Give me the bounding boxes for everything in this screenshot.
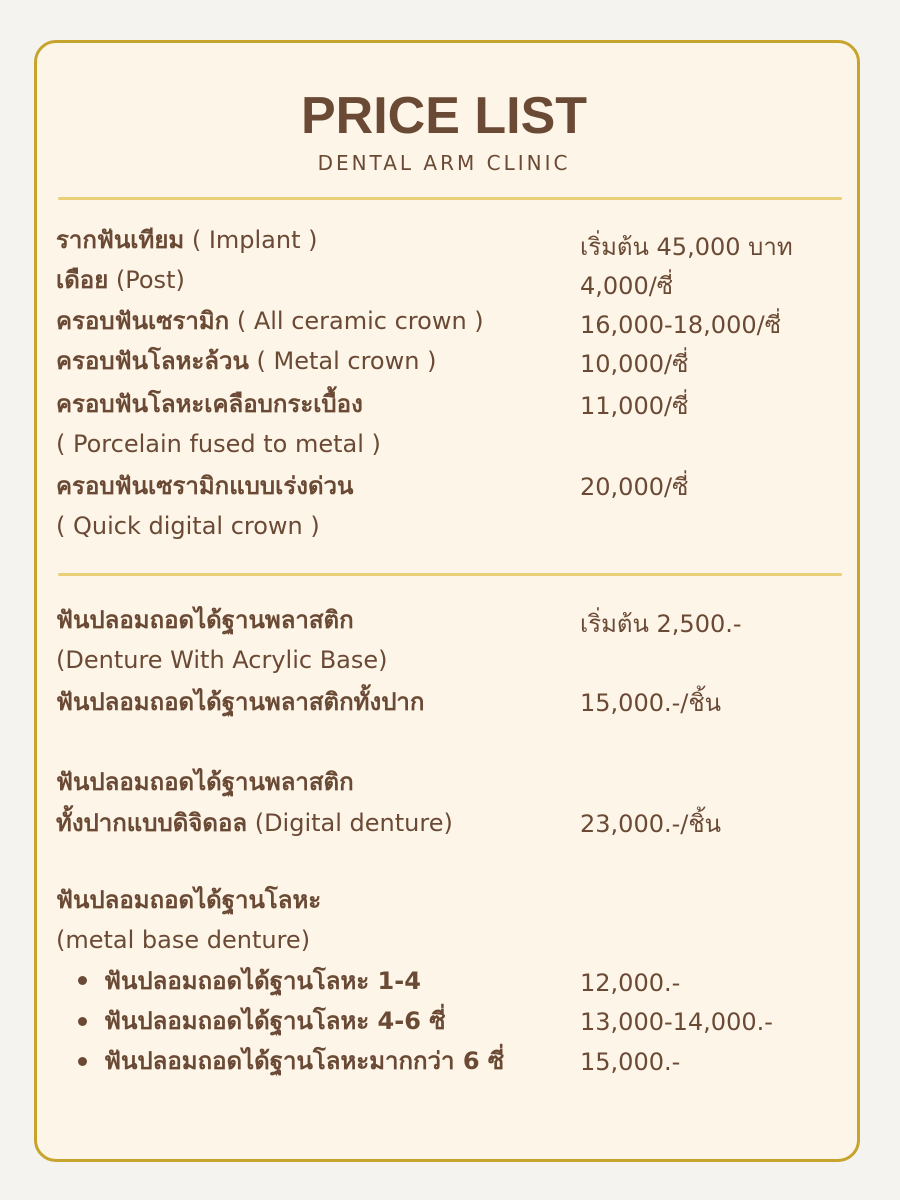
price-metal-crown: 10,000/ซี่ [580,350,689,378]
item-metal-crown [56,345,436,377]
price-metal-1-4: 12,000.- [580,969,681,997]
item-digital-denture-line2 [56,807,453,839]
item-metal-denture [56,884,321,916]
item-metal-denture-en: (metal base denture) [56,926,311,954]
item-digital-denture [56,766,354,798]
item-label-th: ฟันปลอมถอดได้ฐานโลหะ [56,886,322,914]
price-digital-denture: 23,000.-/ชิ้น [580,810,722,838]
item-label-en: ( Metal crown ) [248,347,437,375]
price-metal-over-6: 15,000.- [580,1048,681,1076]
item-label-th: ฟันปลอมถอดได้ฐานพลาสติก [56,606,354,634]
bullet-icon [78,1057,87,1066]
metal-item-4-6: ฟันปลอมถอดได้ฐานโลหะ 4-6 ซี่ [104,1007,446,1035]
price-ceramic-crown: 16,000-18,000/ซี่ [580,311,781,339]
item-label-th: เดือย [56,266,109,294]
bullet-icon [78,976,87,985]
item-pfm-crown-en: ( Porcelain fused to metal ) [56,430,381,458]
item-ceramic-crown [56,305,484,337]
item-pfm-crown [56,388,363,420]
item-label-th: ครอบฟันเซรามิก [56,307,230,335]
price-quick-crown: 20,000/ซี่ [580,473,689,501]
item-post [56,264,185,296]
price-post: 4,000/ซี่ [580,272,674,300]
metal-item-over-6: ฟันปลอมถอดได้ฐานโลหะมากกว่า 6 ซี่ [104,1047,505,1075]
item-label-th: ฟันปลอมถอดได้ฐานพลาสติก [56,768,354,796]
item-implant [56,224,318,256]
bullet-icon [78,1017,87,1026]
metal-item-1-4: ฟันปลอมถอดได้ฐานโลหะ 1-4 [104,967,421,995]
item-label-en: (Post) [108,266,185,294]
price-implant: เริ่มต้น 45,000 บาท [580,233,793,261]
item-label-en: ( All ceramic crown ) [229,307,484,335]
item-label-en: (Digital denture) [247,809,453,837]
item-acrylic-full [56,686,424,718]
price-acrylic-full: 15,000.-/ชิ้น [580,689,722,717]
item-acrylic-denture-en: (Denture With Acrylic Base) [56,646,388,674]
item-label-th: ทั้งปากแบบดิจิดอล [56,809,248,837]
price-pfm-crown: 11,000/ซี่ [580,392,689,420]
page-title: PRICE LIST [300,87,588,145]
item-acrylic-denture [56,604,354,636]
price-metal-4-6: 13,000-14,000.- [580,1008,773,1036]
clinic-name: DENTAL ARM CLINIC [317,151,571,175]
item-label-th: ครอบฟันเซรามิกแบบเร่งด่วน [56,472,354,500]
price-acrylic-denture: เริ่มต้น 2,500.- [580,610,742,638]
item-label-th: ครอบฟันโลหะล้วน [56,347,249,375]
divider-top [58,197,842,200]
item-label-th: รากฟันเทียม [56,226,185,254]
item-label-th: ครอบฟันโลหะเคลือบกระเบื้อง [56,390,363,418]
divider-middle [58,573,842,576]
item-label-th: ฟันปลอมถอดได้ฐานพลาสติกทั้งปาก [56,688,425,716]
item-label-en: ( Implant ) [184,226,318,254]
item-quick-crown [56,470,353,502]
item-quick-crown-en: ( Quick digital crown ) [56,512,320,540]
